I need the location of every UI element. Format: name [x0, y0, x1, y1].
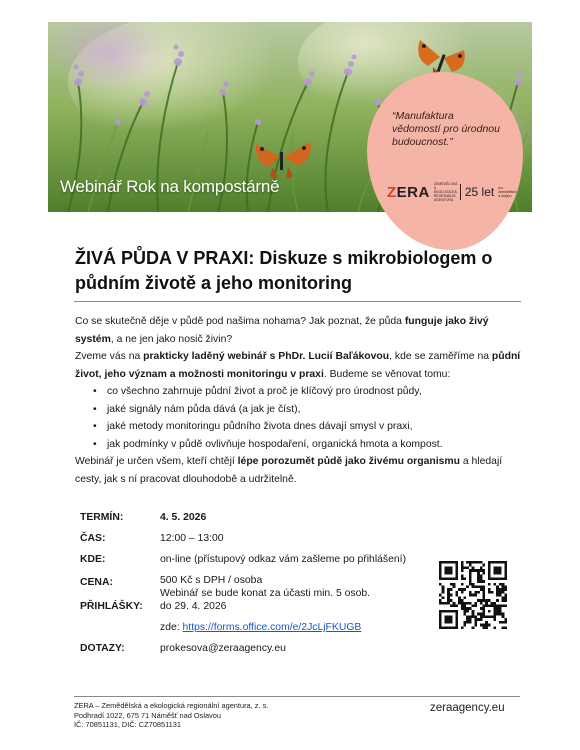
footer-org: ZERA – Zemědělská a ekologická regionální agentura, z. s. — [74, 701, 269, 710]
footer-divider — [74, 696, 520, 697]
footer-street: Podhradí 1022, 675 71 Náměšť nad Oslavou — [74, 710, 221, 720]
zera-logo — [387, 182, 519, 202]
term-value: 4. 5. 2026 — [160, 512, 207, 523]
contact-value[interactable]: prokesova@zeraagency.eu — [160, 643, 286, 654]
time-value: 12:00 – 13:00 — [160, 533, 224, 544]
where-label: KDE: — [80, 554, 106, 565]
qr-code-icon[interactable] — [439, 561, 507, 629]
signup-value: do 29. 4. 2026 — [160, 601, 227, 612]
slogan-blob — [367, 72, 523, 250]
paragraph-invite: Zveme vás na prakticky laděný webinář s PhDr. Lucií Baľákovou, kde se zaměříme na půdní život, jeho význam a možnosti monitoringu v praxi. Budeme se věnovat tomu: — [75, 351, 521, 380]
where-value: on-line (přístupový odkaz vám zašleme po přihlášení) — [160, 554, 407, 565]
logo-wordmark: ZERA — [387, 183, 430, 201]
list-item: • jaké metody monitoringu půdního života dnes dávají smysl v praxi, — [107, 418, 521, 436]
logo-separator — [460, 184, 461, 200]
contact-label: DOTAZY: — [80, 643, 125, 654]
footer-ids: IČ: 70851131, DIČ: CZ70851131 — [74, 720, 181, 730]
logo-years-sub: pro zemědělství a krajinu — [498, 186, 517, 198]
slogan-text: “Manufaktura vědomostí pro úrodnou budoucnost.” — [392, 110, 500, 148]
list-item: • co všechno zahrnuje půdní život a proč je klíčový pro úrodnost půdy, — [107, 383, 521, 401]
price-note: Webinář se bude konat za účasti min. 5 osob. — [160, 588, 371, 599]
topic-list — [107, 383, 521, 453]
price-value: 500 Kč s DPH / osoba — [160, 575, 263, 586]
signup-link-line: zde: https://forms.office.com/e/2JcLjFKUGB — [160, 622, 362, 633]
time-label: ČAS: — [80, 533, 106, 544]
list-item: • jak podmínky v půdě ovlivňuje hospodaření, organická hmota a kompost. — [107, 436, 521, 454]
paragraph-audience: Webinář je určen všem, kteří chtějí lépe porozumět půdě jako živému organismu a hledají cesty, jak s ní pracovat dlouhodobě a udržitelně. — [75, 456, 503, 485]
footer-address — [74, 701, 268, 730]
paragraph-intro: Co se skutečně děje v půdě pod našima nohama? Jak poznat, že půda funguje jako živý systém, a ne jen jako nosič živin? — [75, 316, 489, 345]
logo-small-text: ZEMĚDĚLSKÁ A EKOLOGICKÁ REGIONÁLNÍ AGENTURA — [433, 182, 458, 202]
signup-label: PŘIHLÁŠKY: — [80, 601, 143, 612]
title-divider — [74, 301, 521, 302]
intro-text — [75, 313, 521, 488]
signup-link[interactable]: https://forms.office.com/e/2JcLjFKUGB — [182, 622, 362, 633]
banner-caption: Webinář Rok na kompostárně — [60, 177, 280, 196]
term-label: TERMÍN: — [80, 512, 124, 523]
page-title: ŽIVÁ PŮDA V PRAXI: Diskuze s mikrobiologem o půdním životě a jeho monitoring — [75, 248, 493, 293]
list-item: • jaké signály nám půda dává (a jak je číst), — [107, 401, 521, 419]
price-label: CENA: — [80, 577, 113, 588]
footer-website[interactable]: zeraagency.eu — [430, 702, 505, 714]
logo-years: 25 let — [464, 185, 495, 199]
